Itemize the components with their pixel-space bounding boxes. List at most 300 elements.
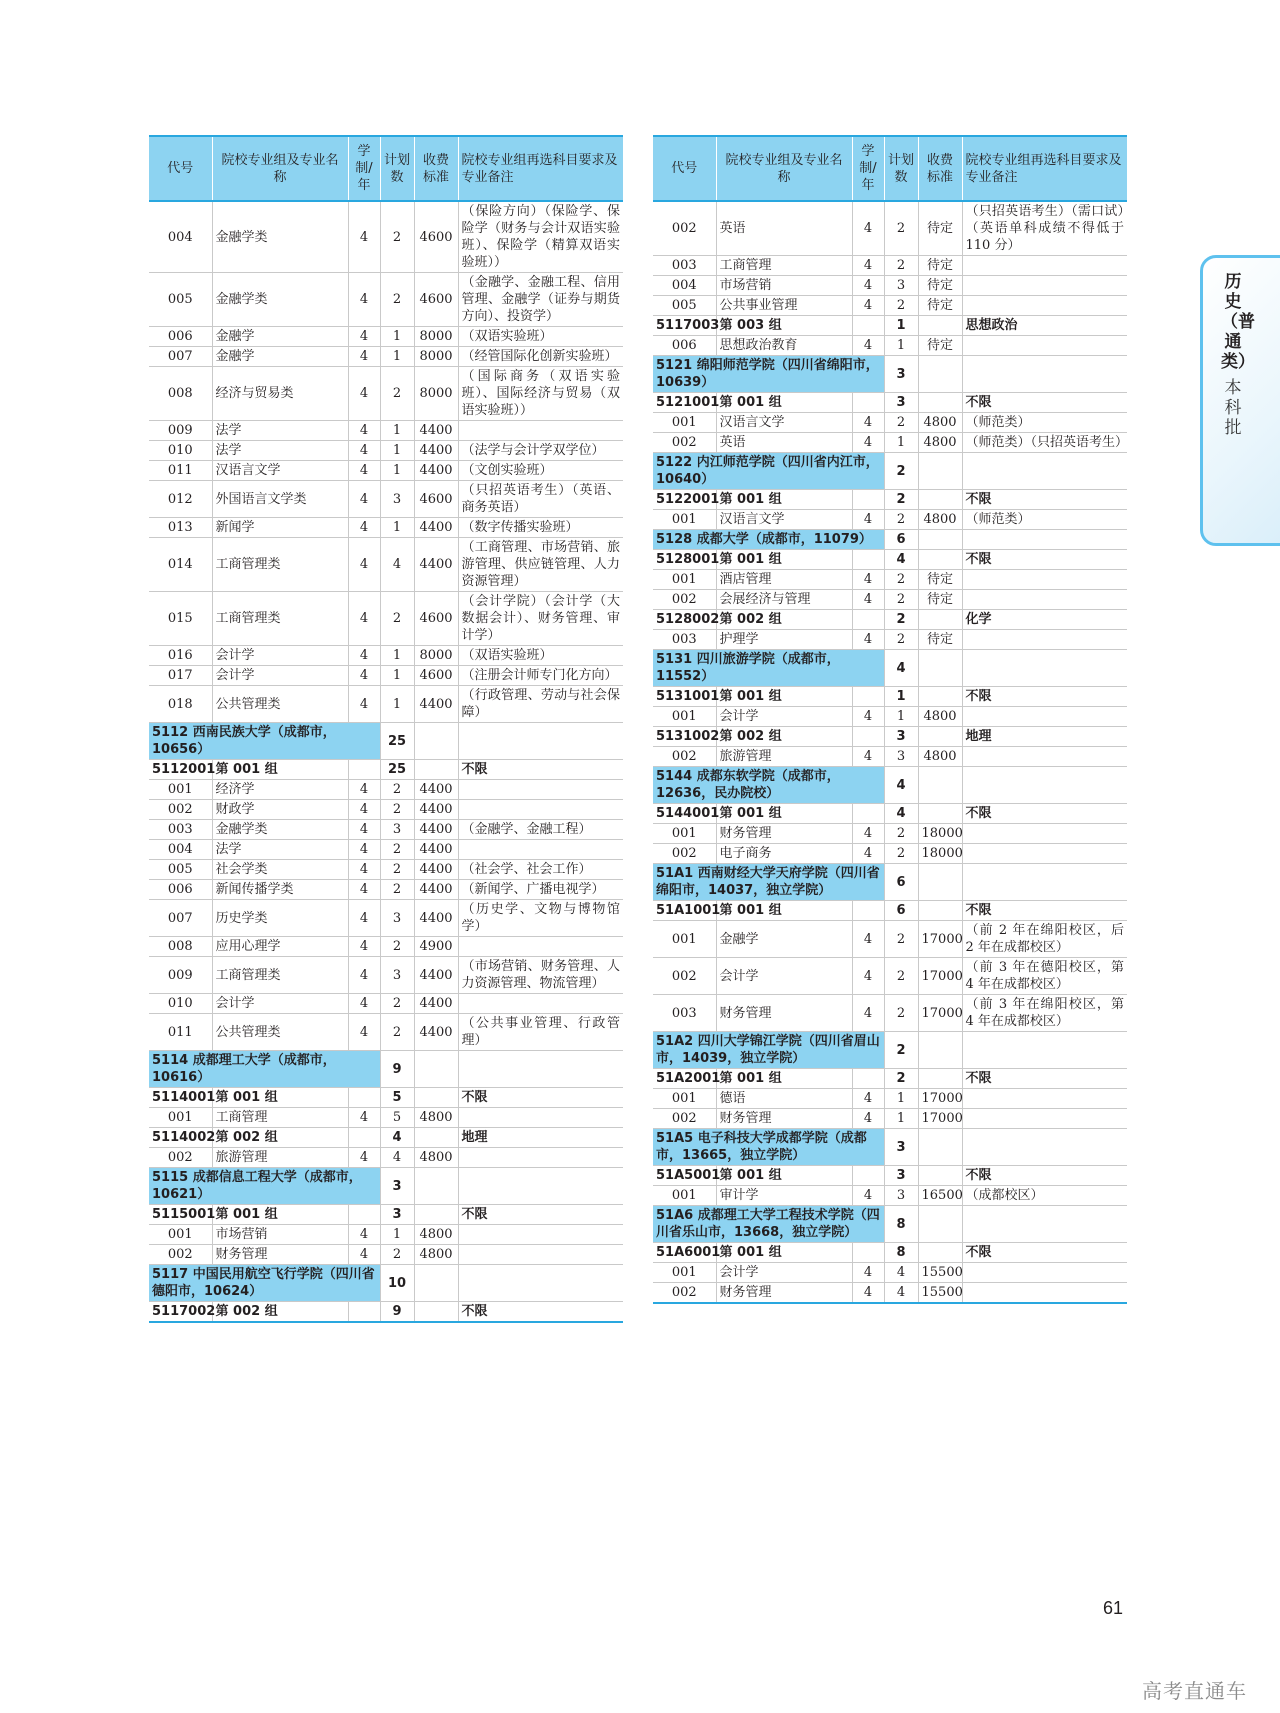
group-fee-empty (918, 316, 962, 336)
major-fee: 待定 (918, 276, 962, 296)
major-note: （前 3 年在德阳校区，第 4 年在成都校区） (962, 958, 1127, 995)
major-years: 4 (348, 1148, 380, 1168)
major-plan: 2 (884, 510, 918, 530)
header-plan: 计划数 (380, 136, 414, 201)
major-plan: 2 (884, 824, 918, 844)
group-row (149, 1302, 623, 1323)
group-code: 5121001 (653, 393, 716, 413)
major-name: 英语 (716, 201, 852, 256)
group-plan: 1 (884, 316, 918, 336)
group-code: 5114002 (149, 1128, 212, 1148)
major-name: 工商管理类 (212, 957, 348, 994)
school-name: 5114 成都理工大学（成都市，10616） (149, 1051, 380, 1088)
major-row (653, 413, 1127, 433)
major-name: 金融学类 (212, 273, 348, 327)
major-row (653, 256, 1127, 276)
major-row (653, 844, 1127, 864)
major-plan: 2 (884, 921, 918, 958)
group-requirement: 不限 (962, 804, 1127, 824)
group-requirement: 不限 (962, 550, 1127, 570)
major-code: 001 (653, 1089, 716, 1109)
major-fee: 4400 (414, 518, 458, 538)
major-plan: 1 (884, 336, 918, 356)
school-plan: 25 (380, 723, 414, 760)
major-row (149, 780, 623, 800)
group-years-empty (852, 727, 884, 747)
major-code: 008 (149, 937, 212, 957)
major-name: 财务管理 (716, 995, 852, 1032)
group-plan: 1 (884, 687, 918, 707)
group-name: 第 002 组 (716, 727, 852, 747)
major-code: 002 (149, 1148, 212, 1168)
school-name: 51A1 西南财经大学天府学院（四川省绵阳市，14037，独立学院） (653, 864, 884, 901)
group-fee-empty (414, 760, 458, 780)
major-note: （注册会计师专门化方向） (458, 666, 623, 686)
major-fee: 待定 (918, 201, 962, 256)
school-fee-empty (918, 1032, 962, 1069)
major-plan: 2 (380, 860, 414, 880)
group-row (653, 687, 1127, 707)
major-years: 4 (348, 820, 380, 840)
major-years: 4 (348, 666, 380, 686)
major-plan: 1 (380, 1225, 414, 1245)
group-years-empty (852, 610, 884, 630)
major-fee: 4400 (414, 780, 458, 800)
school-plan: 4 (884, 650, 918, 687)
major-code: 001 (149, 1108, 212, 1128)
major-years: 4 (348, 686, 380, 723)
major-years: 4 (852, 958, 884, 995)
major-code: 001 (653, 510, 716, 530)
group-fee-empty (918, 1243, 962, 1263)
major-note (962, 590, 1127, 610)
major-note: （成都校区） (962, 1186, 1127, 1206)
major-years: 4 (852, 1263, 884, 1283)
group-row (653, 1069, 1127, 1089)
group-years-empty (348, 760, 380, 780)
major-note: （金融学、金融工程） (458, 820, 623, 840)
major-name: 应用心理学 (212, 937, 348, 957)
major-note (962, 747, 1127, 767)
major-code: 002 (653, 1109, 716, 1129)
major-name: 金融学 (212, 347, 348, 367)
group-requirement: 不限 (962, 1069, 1127, 1089)
group-name: 第 001 组 (716, 1243, 852, 1263)
major-note (458, 937, 623, 957)
school-row (149, 723, 623, 760)
group-row (653, 804, 1127, 824)
major-row (149, 686, 623, 723)
major-years: 4 (852, 590, 884, 610)
major-plan: 1 (884, 433, 918, 453)
major-row (653, 921, 1127, 958)
major-name: 市场营销 (716, 276, 852, 296)
major-years: 4 (348, 937, 380, 957)
major-name: 德语 (716, 1089, 852, 1109)
major-plan: 2 (884, 570, 918, 590)
major-years: 4 (348, 957, 380, 994)
major-code: 009 (149, 421, 212, 441)
group-requirement: 不限 (962, 1166, 1127, 1186)
major-note: （双语实验班） (458, 327, 623, 347)
major-fee: 待定 (918, 296, 962, 316)
school-fee-empty (414, 1051, 458, 1088)
major-code: 004 (653, 276, 716, 296)
school-note-empty (962, 1129, 1127, 1166)
major-code: 002 (149, 800, 212, 820)
school-fee-empty (918, 767, 962, 804)
major-name: 电子商务 (716, 844, 852, 864)
group-fee-empty (918, 687, 962, 707)
major-note (962, 256, 1127, 276)
major-note: （只招英语考生）（英语、商务英语） (458, 481, 623, 518)
group-name: 第 002 组 (716, 610, 852, 630)
major-name: 新闻传播学类 (212, 880, 348, 900)
school-note-empty (458, 723, 623, 760)
major-note: （金融学、金融工程、信用管理、金融学（证券与期货方向）、投资学） (458, 273, 623, 327)
group-fee-empty (918, 727, 962, 747)
major-code: 002 (653, 844, 716, 864)
school-plan: 6 (884, 864, 918, 901)
major-note (458, 1148, 623, 1168)
school-note-empty (962, 453, 1127, 490)
group-code: 5122001 (653, 490, 716, 510)
header-plan: 计划数 (884, 136, 918, 201)
group-plan: 9 (380, 1302, 414, 1323)
major-code: 009 (149, 957, 212, 994)
group-fee-empty (918, 610, 962, 630)
major-years: 4 (852, 256, 884, 276)
school-fee-empty (414, 1265, 458, 1302)
major-note: （前 2 年在绵阳校区，后 2 年在成都校区） (962, 921, 1127, 958)
group-requirement: 不限 (458, 760, 623, 780)
major-plan: 2 (380, 880, 414, 900)
group-code: 5117003 (653, 316, 716, 336)
school-note-empty (962, 650, 1127, 687)
group-plan: 4 (380, 1128, 414, 1148)
major-years: 4 (348, 273, 380, 327)
major-code: 007 (149, 900, 212, 937)
major-code: 004 (149, 840, 212, 860)
major-plan: 2 (884, 630, 918, 650)
group-fee-empty (918, 804, 962, 824)
major-plan: 2 (380, 994, 414, 1014)
school-fee-empty (918, 1206, 962, 1243)
left-admission-table (149, 135, 623, 1323)
major-plan: 4 (884, 1283, 918, 1304)
major-fee: 4800 (918, 510, 962, 530)
major-row (653, 630, 1127, 650)
major-code: 002 (149, 1245, 212, 1265)
major-note (458, 1225, 623, 1245)
major-code: 004 (149, 201, 212, 273)
major-note: （新闻学、广播电视学） (458, 880, 623, 900)
school-row (149, 1168, 623, 1205)
major-note: （历史学、文物与博物馆学） (458, 900, 623, 937)
group-fee-empty (414, 1088, 458, 1108)
school-plan: 3 (884, 356, 918, 393)
major-years: 4 (852, 1089, 884, 1109)
major-plan: 1 (380, 646, 414, 666)
major-code: 003 (653, 630, 716, 650)
major-fee: 4400 (414, 421, 458, 441)
major-years: 4 (852, 570, 884, 590)
group-name: 第 001 组 (716, 687, 852, 707)
major-note: （文创实验班） (458, 461, 623, 481)
school-row (653, 1206, 1127, 1243)
major-name: 法学 (212, 840, 348, 860)
major-plan: 2 (884, 958, 918, 995)
major-years: 4 (852, 995, 884, 1032)
group-years-empty (852, 393, 884, 413)
major-row (149, 1108, 623, 1128)
major-plan: 2 (380, 1245, 414, 1265)
major-fee: 17000 (918, 1089, 962, 1109)
major-code: 005 (653, 296, 716, 316)
major-row (653, 1186, 1127, 1206)
major-fee: 4800 (918, 433, 962, 453)
school-plan: 10 (380, 1265, 414, 1302)
major-row (149, 1245, 623, 1265)
major-name: 护理学 (716, 630, 852, 650)
major-years: 4 (348, 900, 380, 937)
school-row (653, 453, 1127, 490)
major-years: 4 (348, 780, 380, 800)
major-name: 财务管理 (716, 824, 852, 844)
watermark: 高考直通车 (1142, 1679, 1247, 1703)
group-fee-empty (414, 1205, 458, 1225)
group-requirement: 不限 (458, 1302, 623, 1323)
group-row (149, 760, 623, 780)
major-years: 4 (348, 800, 380, 820)
major-row (149, 1225, 623, 1245)
group-plan: 25 (380, 760, 414, 780)
header-fee: 收费标准 (918, 136, 962, 201)
group-name: 第 001 组 (716, 490, 852, 510)
major-note (458, 1108, 623, 1128)
group-plan: 3 (884, 1166, 918, 1186)
major-code: 008 (149, 367, 212, 421)
major-row (149, 937, 623, 957)
major-name: 外国语言文学类 (212, 481, 348, 518)
major-years: 4 (348, 880, 380, 900)
major-plan: 3 (884, 276, 918, 296)
major-years: 4 (852, 824, 884, 844)
school-name: 5131 四川旅游学院（成都市，11552） (653, 650, 884, 687)
group-fee-empty (918, 901, 962, 921)
major-name: 金融学 (212, 327, 348, 347)
school-name: 5117 中国民用航空飞行学院（四川省德阳市，10624） (149, 1265, 380, 1302)
major-fee: 18000 (918, 844, 962, 864)
major-code: 003 (653, 256, 716, 276)
major-fee: 4800 (918, 413, 962, 433)
group-row (149, 1205, 623, 1225)
major-code: 011 (149, 461, 212, 481)
major-years: 4 (348, 646, 380, 666)
major-plan: 1 (380, 686, 414, 723)
group-years-empty (852, 687, 884, 707)
major-years: 4 (852, 707, 884, 727)
group-name: 第 001 组 (716, 393, 852, 413)
school-name: 5112 西南民族大学（成都市，10656） (149, 723, 380, 760)
school-note-empty (962, 1032, 1127, 1069)
group-years-empty (348, 1088, 380, 1108)
group-row (149, 1128, 623, 1148)
major-row (149, 441, 623, 461)
major-fee: 4400 (414, 900, 458, 937)
major-note: （公共事业管理、行政管理） (458, 1014, 623, 1051)
group-row (653, 393, 1127, 413)
major-name: 会计学 (212, 666, 348, 686)
group-requirement: 地理 (458, 1128, 623, 1148)
major-note: （保险方向）（保险学、保险学（财务与会计双语实验班）、保险学（精算双语实验班）） (458, 201, 623, 273)
major-code: 005 (149, 273, 212, 327)
group-row (653, 490, 1127, 510)
group-years-empty (852, 901, 884, 921)
major-years: 4 (852, 413, 884, 433)
major-fee: 4800 (918, 747, 962, 767)
school-note-empty (962, 1206, 1127, 1243)
major-plan: 3 (380, 900, 414, 937)
school-row (653, 530, 1127, 550)
group-plan: 3 (884, 393, 918, 413)
major-code: 001 (653, 413, 716, 433)
major-code: 002 (653, 747, 716, 767)
group-fee-empty (918, 1069, 962, 1089)
major-years: 4 (348, 592, 380, 646)
major-fee: 4400 (414, 538, 458, 592)
major-row (149, 327, 623, 347)
header-note: 院校专业组再选科目要求及专业备注 (458, 136, 623, 201)
header-name: 院校专业组及专业名称 (716, 136, 852, 201)
major-years: 4 (852, 433, 884, 453)
major-fee: 4800 (414, 1108, 458, 1128)
major-years: 4 (852, 1186, 884, 1206)
major-note (962, 1109, 1127, 1129)
major-note (962, 630, 1127, 650)
school-row (149, 1051, 623, 1088)
major-name: 市场营销 (212, 1225, 348, 1245)
major-fee: 17000 (918, 958, 962, 995)
major-note (962, 570, 1127, 590)
major-note: （经管国际化创新实验班） (458, 347, 623, 367)
header-fee: 收费标准 (414, 136, 458, 201)
major-note (458, 1245, 623, 1265)
major-plan: 2 (380, 367, 414, 421)
major-row (653, 590, 1127, 610)
major-row (149, 1148, 623, 1168)
major-years: 4 (852, 921, 884, 958)
school-note-empty (962, 356, 1127, 393)
school-fee-empty (918, 530, 962, 550)
major-note (458, 800, 623, 820)
group-years-empty (852, 316, 884, 336)
major-row (149, 666, 623, 686)
major-plan: 3 (884, 747, 918, 767)
school-fee-empty (918, 864, 962, 901)
major-years: 4 (348, 421, 380, 441)
major-plan: 2 (380, 1014, 414, 1051)
major-fee: 17000 (918, 921, 962, 958)
major-note (962, 707, 1127, 727)
major-row (653, 1109, 1127, 1129)
major-years: 4 (348, 840, 380, 860)
major-row (653, 276, 1127, 296)
group-code: 5131002 (653, 727, 716, 747)
major-code: 013 (149, 518, 212, 538)
major-years: 4 (852, 201, 884, 256)
major-plan: 2 (884, 995, 918, 1032)
major-fee: 4400 (414, 994, 458, 1014)
major-code: 015 (149, 592, 212, 646)
group-requirement: 不限 (458, 1205, 623, 1225)
group-code: 5112001 (149, 760, 212, 780)
school-name: 51A2 四川大学锦江学院（四川省眉山市，14039，独立学院） (653, 1032, 884, 1069)
school-row (653, 1129, 1127, 1166)
group-code: 5131001 (653, 687, 716, 707)
group-name: 第 002 组 (212, 1302, 348, 1323)
major-fee: 4400 (414, 800, 458, 820)
major-fee: 待定 (918, 336, 962, 356)
major-name: 会计学 (212, 646, 348, 666)
major-row (149, 957, 623, 994)
group-plan: 6 (884, 901, 918, 921)
major-row (653, 433, 1127, 453)
major-years: 4 (348, 327, 380, 347)
group-fee-empty (918, 393, 962, 413)
major-note: （师范类）（只招英语考生） (962, 433, 1127, 453)
major-row (149, 518, 623, 538)
major-fee: 15500 (918, 1263, 962, 1283)
major-note: （社会学、社会工作） (458, 860, 623, 880)
table-header (653, 136, 1127, 201)
major-name: 会计学 (716, 958, 852, 995)
school-name: 5122 内江师范学院（四川省内江市，10640） (653, 453, 884, 490)
major-plan: 2 (380, 780, 414, 800)
major-note (962, 1263, 1127, 1283)
group-row (149, 1088, 623, 1108)
major-years: 4 (348, 1108, 380, 1128)
major-plan: 2 (380, 800, 414, 820)
major-plan: 1 (380, 421, 414, 441)
major-plan: 1 (380, 347, 414, 367)
major-fee: 8000 (414, 646, 458, 666)
major-fee: 4800 (918, 707, 962, 727)
school-row (149, 1265, 623, 1302)
major-note (962, 844, 1127, 864)
page-number: 61 (1103, 1598, 1124, 1618)
major-years: 4 (852, 747, 884, 767)
major-fee: 8000 (414, 327, 458, 347)
major-plan: 1 (884, 1089, 918, 1109)
major-fee: 4600 (414, 481, 458, 518)
major-code: 006 (653, 336, 716, 356)
school-plan: 9 (380, 1051, 414, 1088)
school-fee-empty (918, 1129, 962, 1166)
major-code: 014 (149, 538, 212, 592)
major-row (653, 958, 1127, 995)
major-name: 会计学 (716, 707, 852, 727)
major-years: 4 (348, 441, 380, 461)
major-name: 旅游管理 (212, 1148, 348, 1168)
group-years-empty (852, 550, 884, 570)
major-name: 工商管理 (212, 1108, 348, 1128)
major-row (653, 824, 1127, 844)
major-code: 005 (149, 860, 212, 880)
school-name: 5144 成都东软学院（成都市，12636，民办院校） (653, 767, 884, 804)
major-name: 汉语言文学 (716, 510, 852, 530)
major-row (149, 367, 623, 421)
